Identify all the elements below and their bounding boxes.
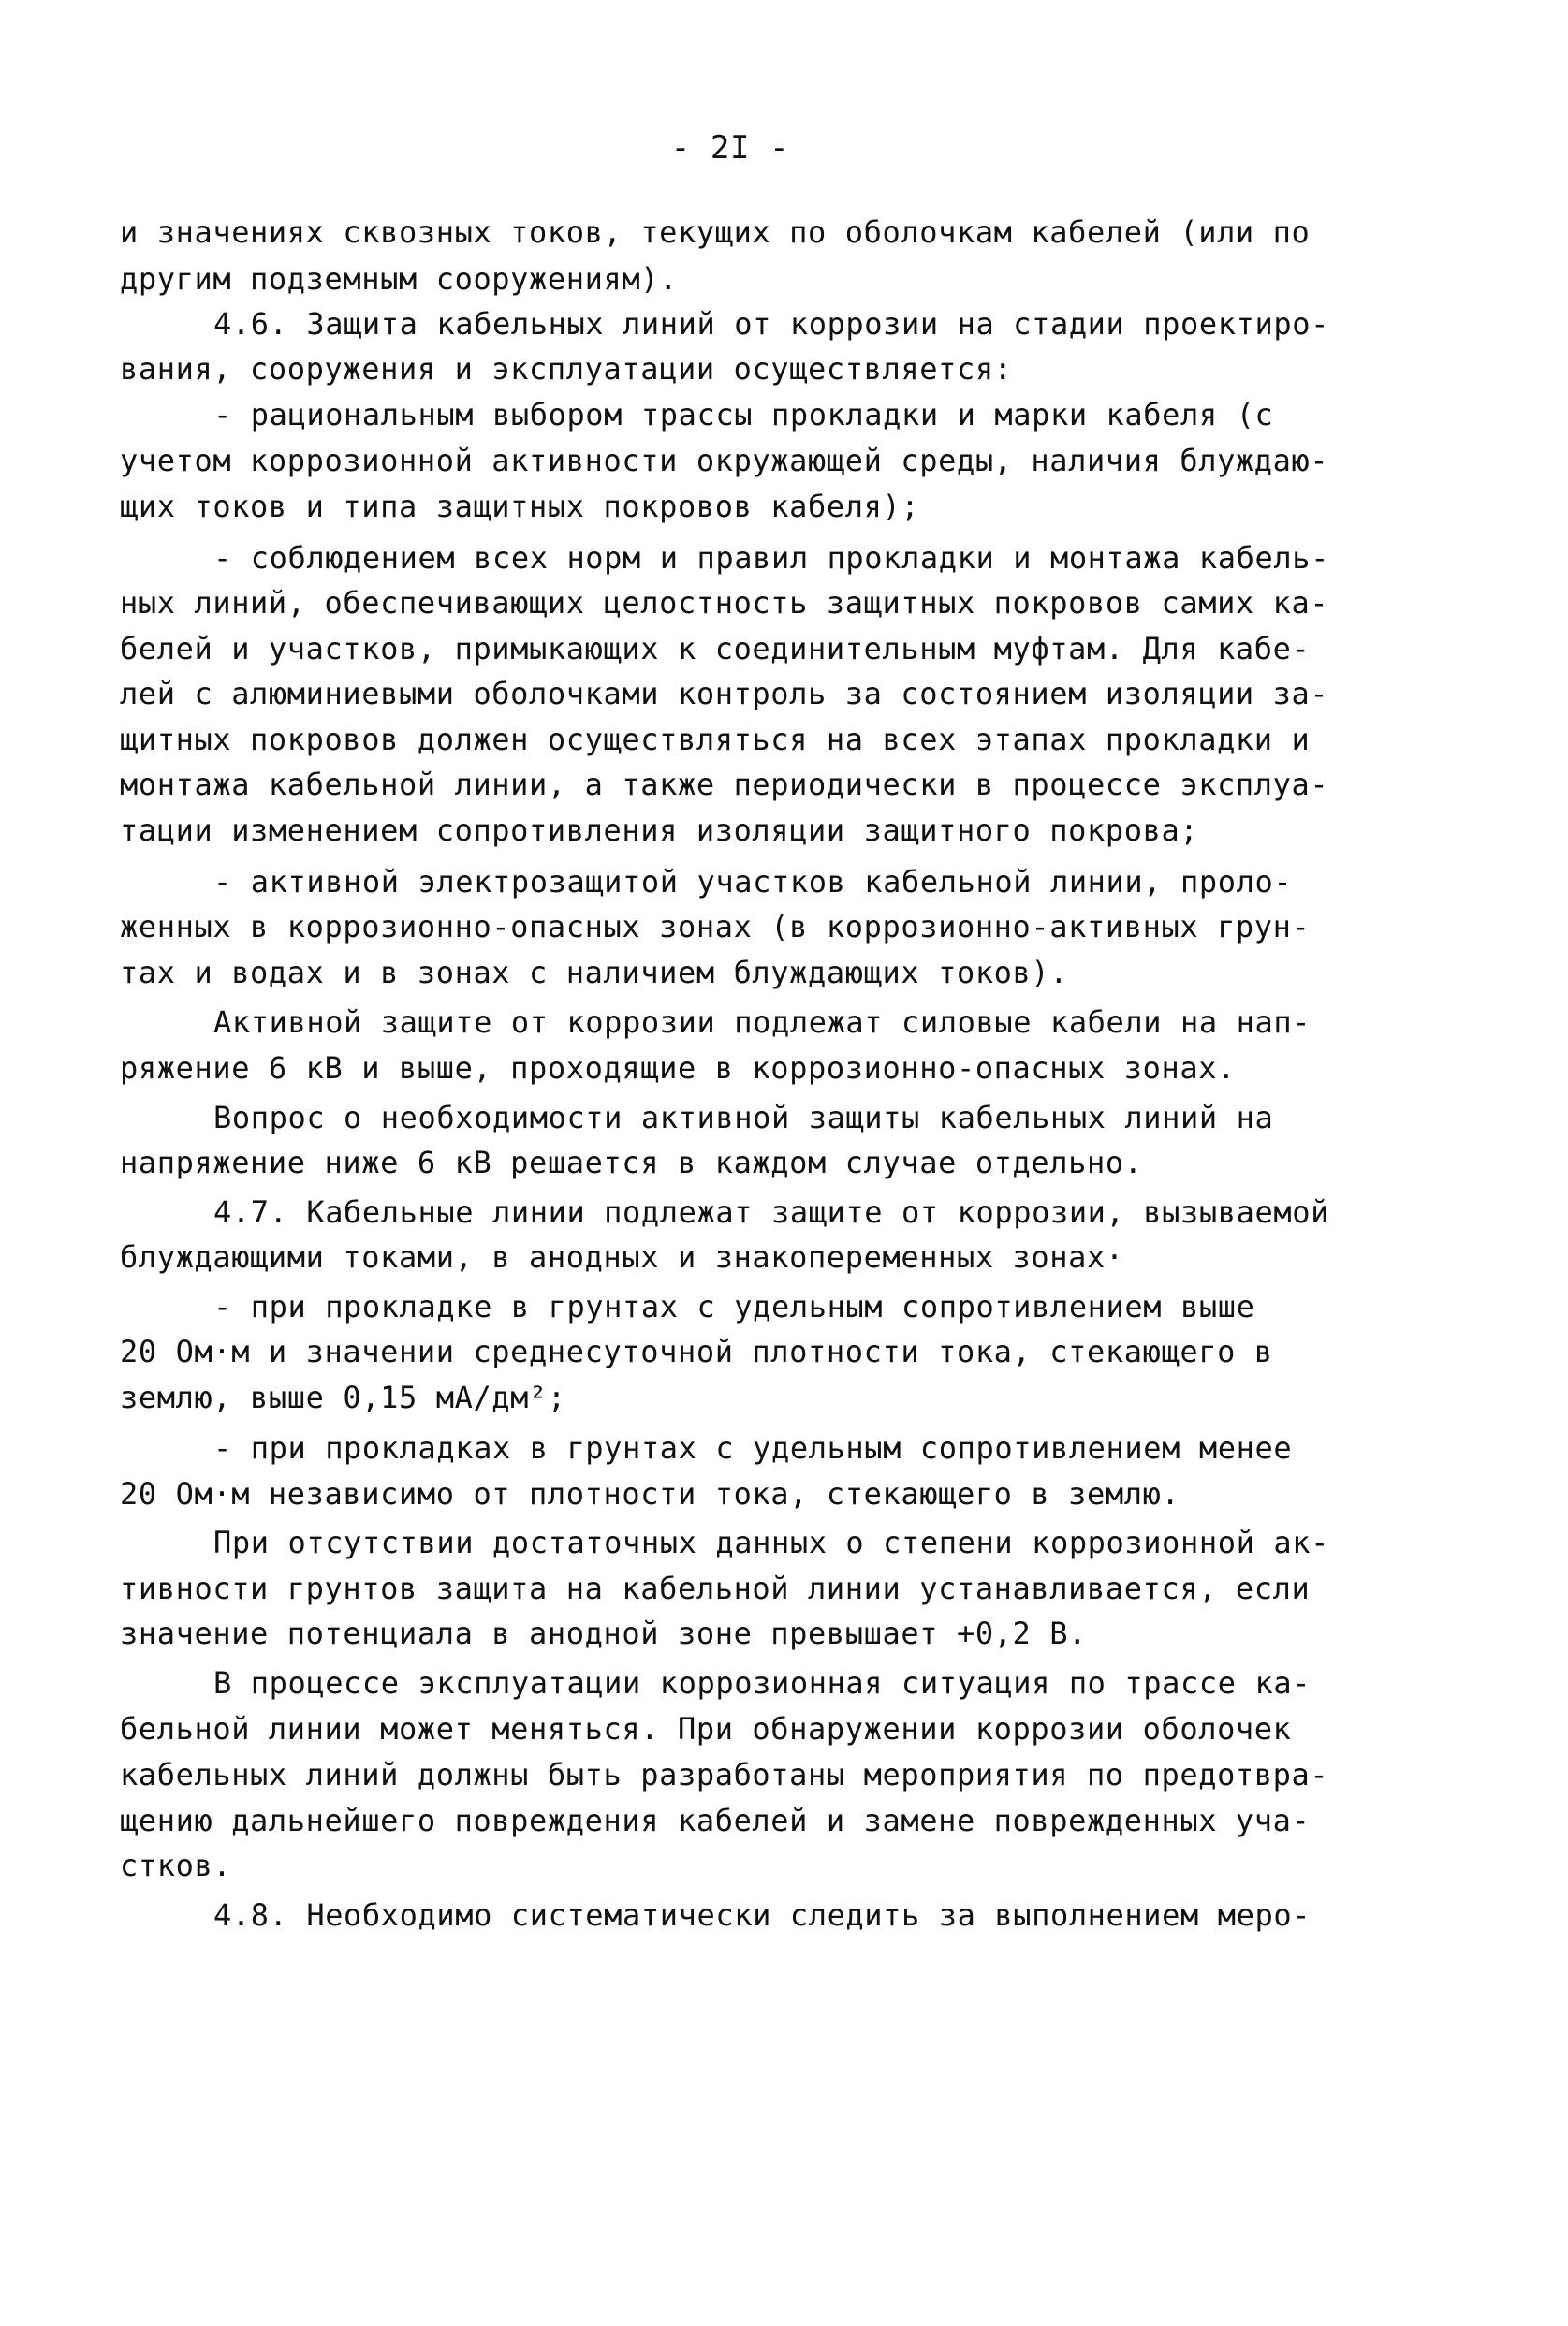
text-line: вания, сооружения и эксплуатации осуществляется: [120, 351, 1013, 387]
text-line: тации изменением сопротивления изоляции защитного покрова; [120, 812, 1199, 848]
text-line: 4.6. Защита кабельных линий от коррозии на стадии проектиро- [213, 306, 1329, 342]
text-line: напряжение ниже 6 кВ решается в каждом случае отдельно. [120, 1145, 1143, 1180]
text-line: блуждающими токами, в анодных и знакопеременных зонах· [120, 1239, 1124, 1275]
text-line: и значениях сквозных токов, текущих по оболочкам кабелей (или по [120, 214, 1311, 250]
text-line: Вопрос о необходимости активной защиты кабельных линий на [213, 1100, 1274, 1135]
text-line: землю, выше 0,15 мА/дм²; [120, 1380, 566, 1415]
text-line: лей с алюминиевыми оболочками контроль за состоянием изоляции за- [120, 676, 1329, 711]
text-line: 20 Ом·м и значении среднесуточной плотности тока, стекающего в [120, 1334, 1273, 1369]
text-line: тах и водах и в зонах с наличием блуждающих токов). [120, 955, 1069, 990]
text-line: Активной защите от коррозии подлежат силовые кабели на нап- [213, 1004, 1312, 1040]
text-line: При отсутствии достаточных данных о степени коррозионной ак- [213, 1525, 1329, 1560]
text-line: учетом коррозионной активности окружающей среды, наличия блуждаю- [120, 443, 1329, 478]
text-line: щих токов и типа защитных покровов кабеля); [120, 489, 920, 524]
text-line: В процессе эксплуатации коррозионная ситуация по трассе ка- [213, 1665, 1312, 1701]
text-line: значение потенциала в анодной зоне превышает +0,2 В. [120, 1616, 1088, 1651]
text-line: - при прокладках в грунтах с удельным сопротивлением менее [213, 1430, 1293, 1466]
text-line: стков. [120, 1848, 232, 1883]
page-number: - 2I - [670, 129, 790, 167]
text-line: 20 Ом·м независимо от плотности тока, стекающего в землю. [120, 1476, 1180, 1512]
text-line: 4.8. Необходимо систематически следить за выполнением меро- [213, 1897, 1312, 1933]
text-line: - рациональным выбором трассы прокладки и марки кабеля (с [213, 397, 1274, 432]
text-line: ных линий, обеспечивающих целостность защитных покровов самих ка- [120, 585, 1329, 621]
text-line: тивности грунтов защита на кабельной линии устанавливается, если [120, 1571, 1311, 1606]
text-line: монтажа кабельной линии, а также периодически в процессе эксплуа- [120, 767, 1329, 802]
text-line: бельной линии может меняться. При обнаружении коррозии оболочек [120, 1711, 1292, 1747]
text-line: женных в коррозионно-опасных зонах (в коррозионно-активных грун- [120, 909, 1311, 944]
text-line: щению дальнейшего повреждения кабелей и замене поврежденных уча- [120, 1803, 1311, 1838]
text-line: другим подземным сооружениям). [120, 261, 678, 297]
text-line: - активной электрозащитой участков кабельной линии, проло- [213, 864, 1293, 900]
text-line: 4.7. Кабельные линии подлежат защите от коррозии, вызываемой [213, 1194, 1329, 1230]
text-line: - при прокладке в грунтах с удельным сопротивлением выше [213, 1289, 1255, 1324]
text-line: щитных покровов должен осуществляться на всех этапах прокладки и [120, 722, 1311, 757]
text-line: белей и участков, примыкающих к соединительным муфтам. Для кабе- [120, 631, 1311, 666]
text-line: - соблюдением всех норм и правил прокладки и монтажа кабель- [213, 540, 1329, 576]
text-line: кабельных линий должны быть разработаны мероприятия по предотвра- [120, 1757, 1329, 1792]
text-line: ряжение 6 кВ и выше, проходящие в коррозионно-опасных зонах. [120, 1050, 1236, 1086]
